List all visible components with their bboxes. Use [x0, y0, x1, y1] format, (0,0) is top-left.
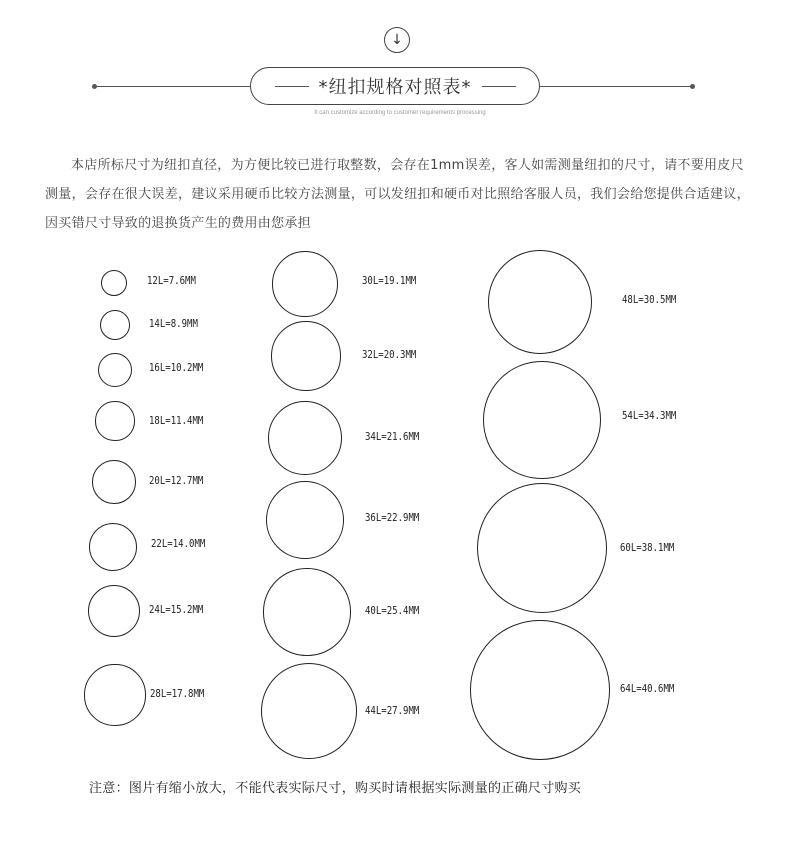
- button-size-label: 14L=8.9MM: [149, 317, 198, 330]
- button-size-label: 36L=22.9MM: [365, 511, 420, 524]
- button-size-circle: [470, 620, 609, 759]
- button-size-label: 34L=21.6MM: [365, 430, 420, 443]
- button-size-label: 24L=15.2MM: [149, 603, 204, 616]
- header-rule-right-dot: [690, 84, 695, 89]
- button-size-circle: [263, 568, 350, 655]
- button-size-label: 22L=14.0MM: [151, 537, 206, 550]
- header-rule-left: [95, 86, 250, 87]
- button-size-label: 28L=17.8MM: [150, 687, 205, 700]
- button-size-label: 12L=7.6MM: [147, 274, 196, 287]
- header-rule-right: [540, 86, 692, 87]
- button-size-label: 40L=25.4MM: [365, 604, 420, 617]
- button-size-label: 54L=34.3MM: [622, 409, 677, 422]
- button-size-circle: [266, 481, 345, 560]
- page-title: *纽扣规格对照表*: [318, 77, 472, 98]
- button-size-circle: [477, 483, 608, 614]
- intro-paragraph: 本店所标尺寸为纽扣直径，为方便比较已进行取整数，会存在1mm误差，客人如需测量纽扣的尺寸，请不要用皮尺测量，会存在很大误差，建议采用硬币比较方法测量，可以发纽扣和硬币对比照给客服人员，我们会给您提供合适建议，因买错尺寸导致的退换货产生的费用由您承担: [45, 158, 750, 231]
- button-size-circle: [84, 664, 145, 725]
- button-size-circle: [488, 250, 593, 355]
- button-size-label: 60L=38.1MM: [620, 541, 675, 554]
- button-size-circle: [268, 401, 342, 475]
- title-dash-right: [482, 86, 516, 87]
- disclaimer-note: 注意：图片有缩小放大，不能代表实际尺寸，购买时请根据实际测量的正确尺寸购买: [89, 781, 582, 796]
- button-size-circle: [101, 270, 127, 296]
- title-pill: [250, 67, 540, 105]
- header-rule-left-dot: [92, 84, 97, 89]
- button-size-label: 32L=20.3MM: [362, 348, 417, 361]
- button-size-circle: [272, 251, 338, 317]
- button-size-label: 16L=10.2MM: [149, 361, 204, 374]
- page-subtitle: It can customize according to customer requirements processing: [314, 110, 486, 116]
- button-size-label: 48L=30.5MM: [622, 293, 677, 306]
- button-size-label: 18L=11.4MM: [149, 414, 204, 427]
- button-size-label: 64L=40.6MM: [620, 682, 675, 695]
- button-size-circle: [98, 353, 133, 388]
- button-size-circle: [271, 321, 341, 391]
- button-size-label: 30L=19.1MM: [362, 274, 417, 287]
- button-size-circle: [88, 585, 140, 637]
- button-size-circle: [89, 523, 137, 571]
- down-arrow-icon: ↓: [384, 27, 410, 53]
- button-size-circle: [95, 401, 134, 440]
- button-size-circle: [92, 460, 136, 504]
- button-size-circle: [261, 663, 357, 759]
- button-size-label: 20L=12.7MM: [149, 474, 204, 487]
- button-size-circle: [483, 361, 601, 479]
- button-size-circle: [100, 310, 131, 341]
- button-size-label: 44L=27.9MM: [365, 704, 420, 717]
- title-dash-left: [275, 86, 309, 87]
